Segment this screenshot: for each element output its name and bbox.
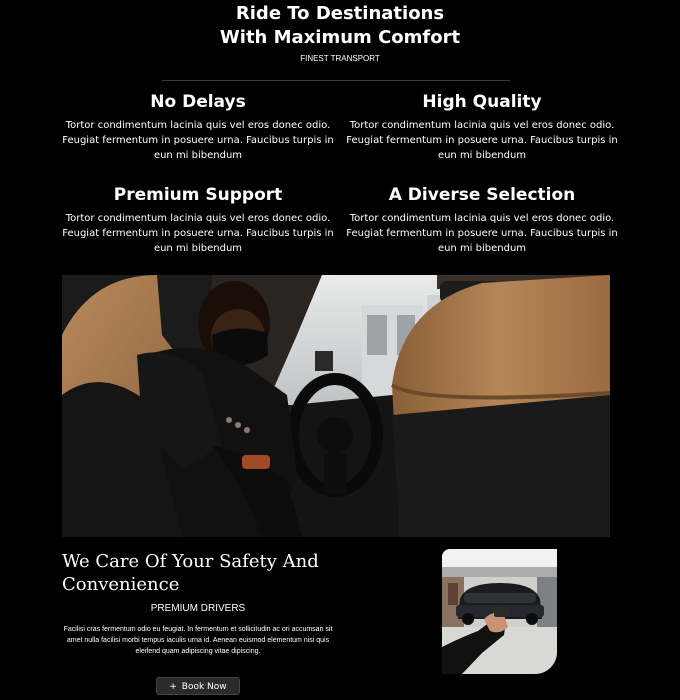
- hero-title-line-2: With Maximum Comfort: [219, 27, 461, 48]
- hero-title-line-1: Ride To Destinations: [235, 3, 445, 24]
- feature-title: High Quality: [422, 92, 542, 112]
- plus-icon: +: [169, 682, 177, 692]
- hero-title: [0, 2, 680, 50]
- feature-title: A Diverse Selection: [388, 185, 576, 205]
- safety-title-line-1: We Care Of Your Safety And: [62, 551, 319, 572]
- section-divider: [162, 80, 510, 81]
- safety-title-line-2: Convenience: [62, 574, 180, 595]
- feature-title: No Delays: [150, 92, 246, 112]
- feature-text: Tortor condimentum lacinia quis vel eros donec odio. Feugiat fermentum in posuere urna. Faucibus turpis in eun mi bibendum: [346, 120, 618, 161]
- car-key-photo: [442, 549, 557, 674]
- feature-premium-support: [53, 184, 343, 256]
- feature-diverse-selection: [337, 184, 627, 256]
- feature-text: Tortor condimentum lacinia quis vel eros donec odio. Feugiat fermentum in posuere urna. Faucibus turpis in eun mi bibendum: [62, 120, 334, 161]
- book-now-button[interactable]: [156, 677, 240, 695]
- feature-text: Tortor condimentum lacinia quis vel eros donec odio. Feugiat fermentum in posuere urna. Faucibus turpis in eun mi bibendum: [346, 213, 618, 254]
- safety-subtitle: PREMIUM DRIVERS: [150, 603, 246, 614]
- feature-no-delays: [53, 91, 343, 163]
- safety-title: [62, 550, 362, 596]
- feature-text: Tortor condimentum lacinia quis vel eros donec odio. Feugiat fermentum in posuere urna. Faucibus turpis in eun mi bibendum: [62, 213, 334, 254]
- book-now-label: Book Now: [181, 682, 227, 692]
- safety-text: Facilisi cras fermentum odio eu feugiat. In fermentum et sollicitudin ac ori accumsan sit amet nulla facilisi morbi tempus iaculis urna id. Aenean euismod elementum nisi quis eleifend quam adipiscing vitae dipiscing.: [63, 626, 333, 655]
- chauffeur-photo: [62, 275, 610, 537]
- hero-subtitle: FINEST TRANSPORT: [300, 54, 380, 63]
- feature-title: Premium Support: [113, 185, 283, 205]
- feature-high-quality: [337, 91, 627, 163]
